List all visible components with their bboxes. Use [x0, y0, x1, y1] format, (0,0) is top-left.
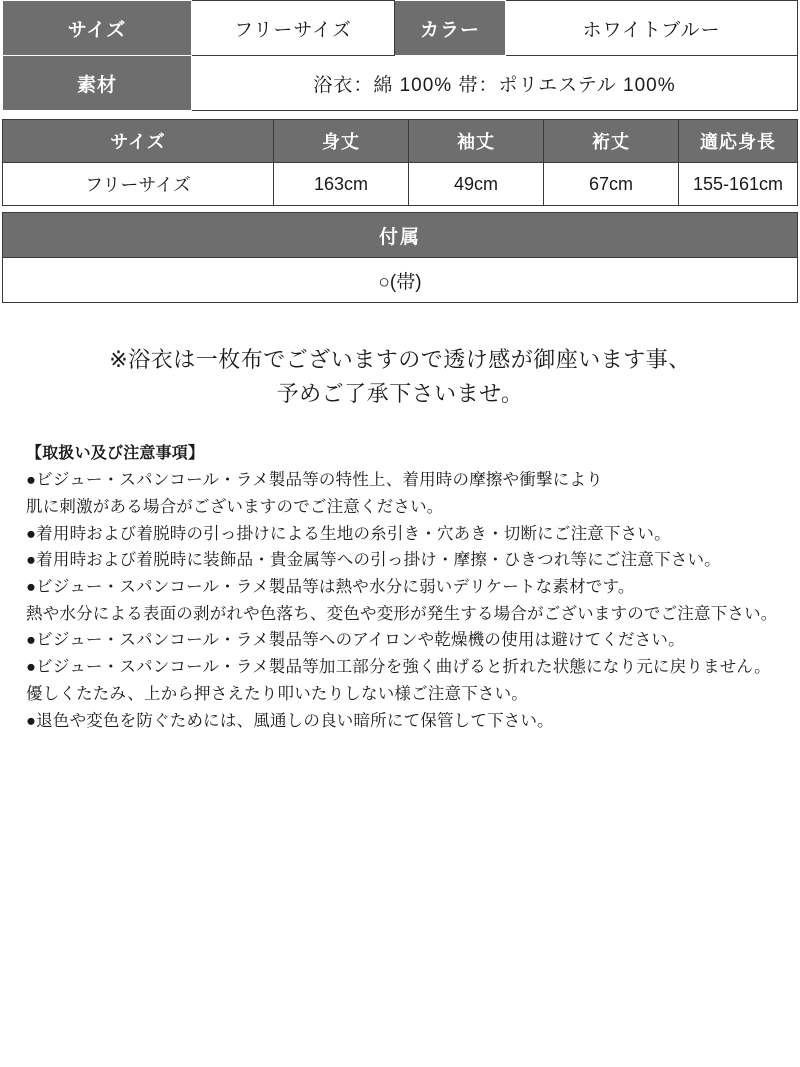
accessory-table [2, 212, 798, 303]
care-line: ●着用時および着脱時に装飾品・貴金属等への引っ掛け・摩擦・ひきつれ等にご注意下さい。 [26, 551, 721, 570]
care-line: ●着用時および着脱時の引っ掛けによる生地の糸引き・穴あき・切断にご注意下さい。 [26, 524, 671, 543]
care-line: ●ビジュー・スパンコール・ラメ製品等加工部分を強く曲げると折れた状態になり元に戻りません。 [26, 658, 771, 677]
care-instructions [0, 441, 800, 734]
accessory-header: 付属 [3, 213, 798, 258]
care-line: 優しくたたみ、上から押さえたり叩いたりしない様ご注意下さい。 [26, 684, 528, 703]
care-line: 肌に刺激がある場合がございますのでご注意ください。 [26, 497, 444, 516]
meas-cell-sleeve: 49cm [409, 163, 544, 206]
notice-line-1: ※浴衣は一枚布でございますので透け感が御座います事、 [109, 347, 691, 372]
care-line: ●ビジュー・スパンコール・ラメ製品等は熱や水分に弱いデリケートな素材です。 [26, 577, 635, 596]
spec-material-value: 浴衣：綿 100% 帯：ポリエステル 100% [192, 56, 798, 111]
table-header-row [3, 120, 798, 163]
spec-material-label: 素材 [3, 56, 192, 111]
accessory-value: ○(帯) [3, 258, 798, 303]
meas-header-length: 身丈 [274, 120, 409, 163]
spec-table [2, 0, 798, 111]
transparency-notice [0, 343, 800, 411]
spec-color-label: カラー [395, 1, 506, 56]
care-title: 【取扱い及び注意事項】 [26, 445, 205, 463]
spec-size-value: フリーサイズ [192, 1, 395, 56]
table-row [3, 258, 798, 303]
meas-header-yuki: 裄丈 [544, 120, 679, 163]
spec-size-label: サイズ [3, 1, 192, 56]
meas-header-size: サイズ [3, 120, 274, 163]
measurement-table [2, 119, 798, 206]
care-line: ●ビジュー・スパンコール・ラメ製品等へのアイロンや乾燥機の使用は避けてください。 [26, 631, 685, 650]
table-row [3, 1, 798, 56]
meas-cell-height: 155-161cm [679, 163, 798, 206]
meas-header-sleeve: 袖丈 [409, 120, 544, 163]
table-header-row [3, 213, 798, 258]
spec-color-value: ホワイトブルー [506, 1, 798, 56]
notice-line-2: 予めご了承下さいませ。 [276, 381, 524, 407]
care-line: ●ビジュー・スパンコール・ラメ製品等の特性上、着用時の摩擦や衝撃により [26, 471, 603, 490]
table-row [3, 163, 798, 206]
meas-cell-length: 163cm [274, 163, 409, 206]
meas-cell-yuki: 67cm [544, 163, 679, 206]
care-line: ●退色や変色を防ぐためには、風通しの良い暗所にて保管して下さい。 [26, 711, 554, 730]
spacer [0, 111, 800, 119]
meas-cell-size: フリーサイズ [3, 163, 274, 206]
table-row [3, 56, 798, 111]
care-line: 熱や水分による表面の剥がれや色落ち、変色や変形が発生する場合がございますのでご注意下さい。 [26, 604, 778, 623]
meas-header-height: 適応身長 [679, 120, 798, 163]
